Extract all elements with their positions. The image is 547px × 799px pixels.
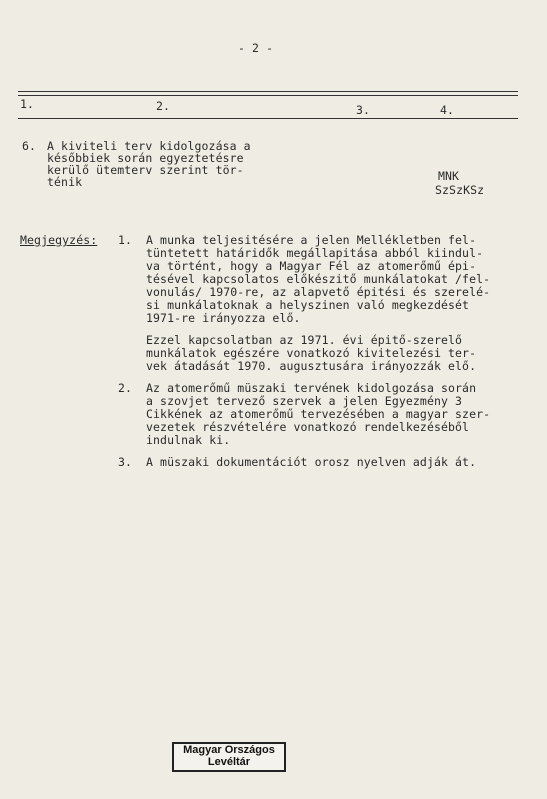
note-line: tüntetett határidők megállapitása abból kiindul- [146, 246, 484, 260]
note-line: Cikkének az atomerőmű tervezésében a magyar szer- [146, 407, 491, 421]
note-line: A müszaki dokumentációt orosz nyelven adják át. [146, 455, 477, 469]
column-number-2: 2. [156, 99, 171, 113]
note-line: va történt, hogy a Magyar Fél az atomerőmű épi- [146, 259, 477, 273]
archive-stamp [172, 742, 286, 772]
note-line: tésével kapcsolatos előkészitő munkálatokat /fel- [146, 272, 491, 286]
note-line: si munkálatoknak a helyszinen való megkezdését [146, 298, 470, 312]
note-line: munkálatok egészére vonatkozó kivitelezési ter- [146, 346, 477, 360]
page-number: - 2 - [238, 41, 274, 55]
row-6-party-line: SzSzKSz [435, 183, 485, 197]
stamp-line: Magyar Országos [183, 744, 275, 756]
table-rule-top-second [18, 95, 518, 96]
note-number: 1. [118, 233, 133, 247]
note-number: 3. [118, 455, 133, 469]
note-line: vonulás/ 1970-re, az alapvető épitési és szerelé- [146, 285, 491, 299]
row-6-party-line: MNK [438, 169, 460, 183]
note-line: vek átadását 1970. augusztusára irányozzák elő. [146, 359, 477, 373]
table-rule-top [18, 91, 518, 92]
note-line: vezetek részvételére vonatkozó rendelkezéséből [146, 420, 470, 434]
note-number: 2. [118, 381, 133, 395]
note-line: Ezzel kapcsolatban az 1971. évi épitő-szerelő [146, 333, 463, 347]
notes-heading: Megjegyzés: [20, 233, 98, 247]
note-line: A munka teljesitésére a jelen Mellékletben fel- [146, 233, 477, 247]
row-6-line: kerülő ütemterv szerint tör- [47, 163, 244, 177]
note-line: indulnak ki. [146, 433, 231, 447]
column-number-4: 4. [440, 103, 455, 117]
note-line: 1971-re irányozza elő. [146, 311, 301, 325]
row-6-line: A kiviteli terv kidolgozása a [47, 139, 251, 153]
table-rule-bottom [18, 118, 518, 119]
stamp-line: Levéltár [207, 756, 251, 768]
column-number-3: 3. [356, 103, 371, 117]
note-line: a szovjet tervező szervek a jelen Egyezmény 3 [146, 394, 463, 408]
row-6-number: 6. [22, 139, 37, 153]
row-6-line: ténik [47, 175, 83, 189]
column-number-1: 1. [20, 97, 35, 111]
row-6-line: későbbiek során egyeztetésre [47, 151, 244, 165]
note-line: Az atomerőmű müszaki tervének kidolgozása során [146, 381, 477, 395]
